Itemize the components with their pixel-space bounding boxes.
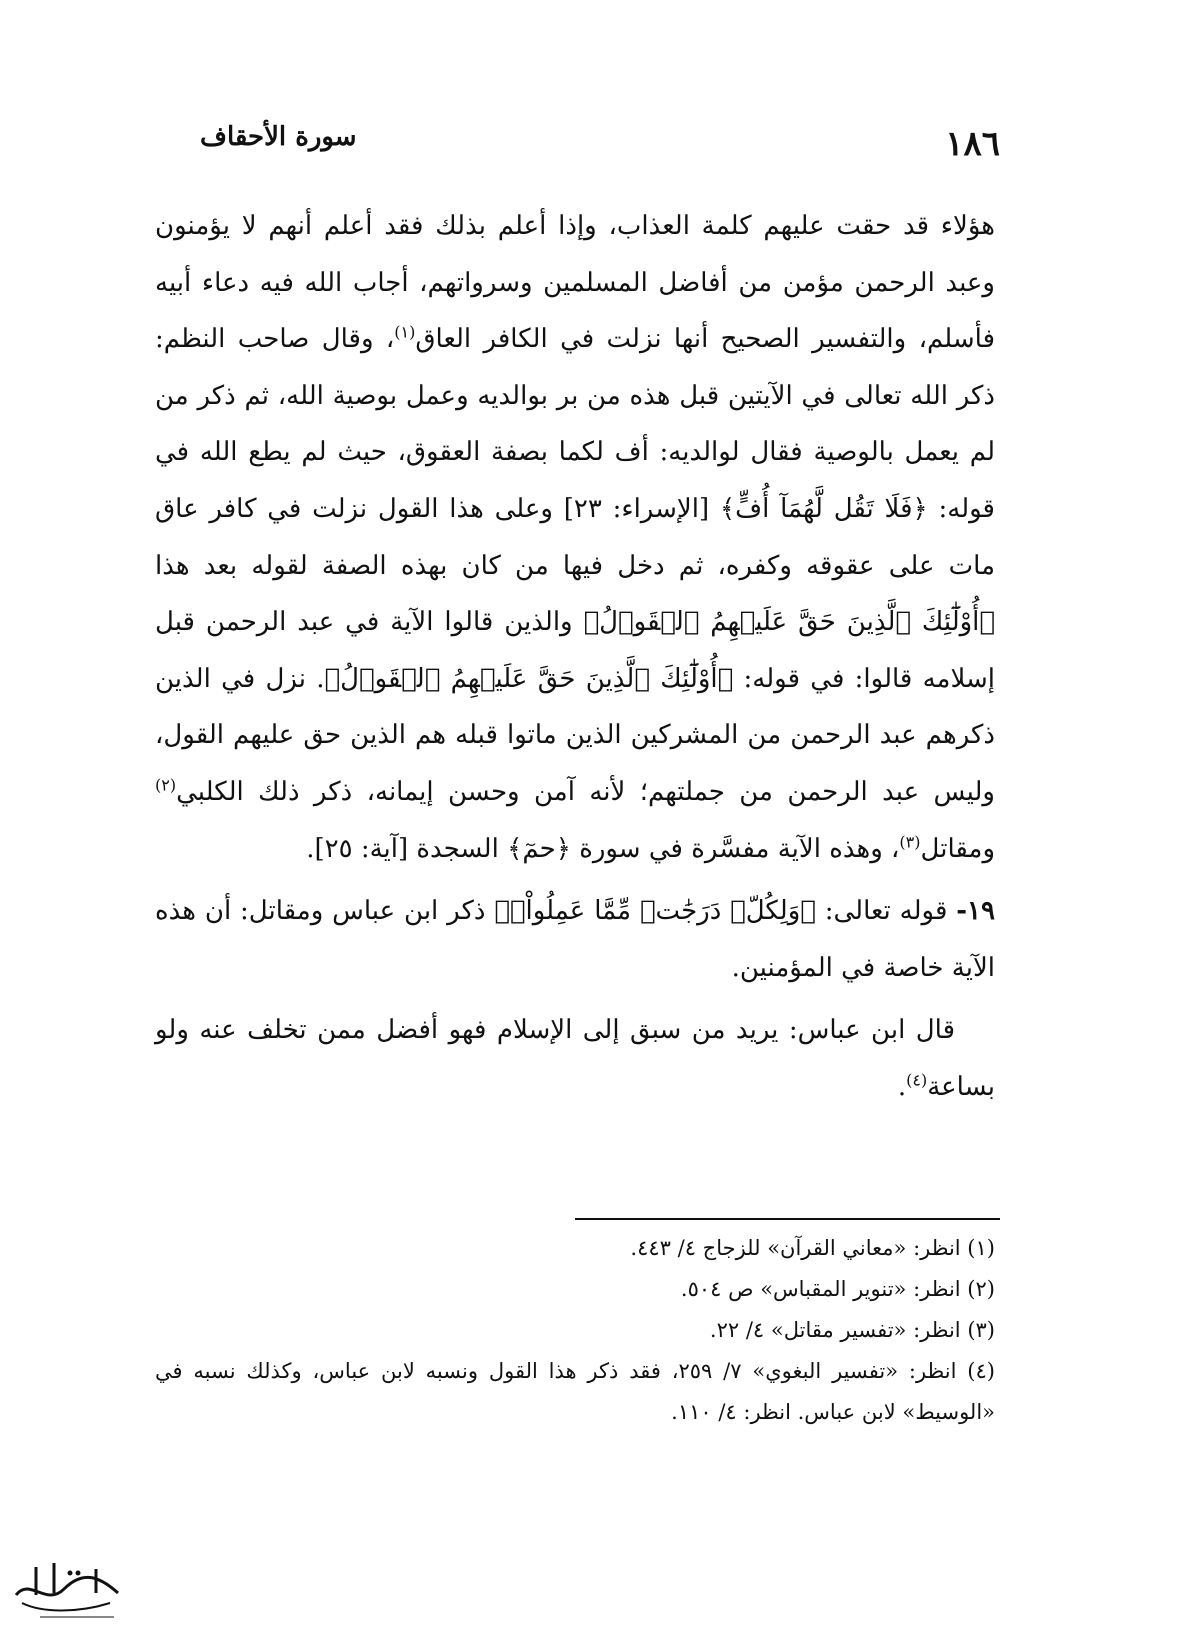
text-segment: . (897, 1071, 907, 1102)
text-segment: [الإسراء: ٢٣] وعلى هذا القول نزلت في كافر عاق مات على عقوقه وكفره، ثم دخل فيها من كان بهذه الصفة لقوله بعد هذا (155, 493, 995, 581)
calligraphy-logo-icon (10, 1555, 125, 1625)
quran-verse: ﴿حمٓ﴾ (507, 833, 571, 864)
paragraph-1 (155, 198, 995, 877)
body-text (155, 198, 995, 1116)
text-segment: ومقاتل (920, 833, 995, 864)
footnote-ref-1[interactable]: (١) (394, 322, 416, 342)
quran-verse: ﴿فَلَا تَقُل لَّهُمَآ أُفٍّ﴾ (719, 493, 928, 524)
footnote-ref-4[interactable]: (٤) (906, 1070, 928, 1090)
quran-verse: ﴿وَلِكُلّٖ دَرَجَٰتٞ مِّمَّا عَمِلُواْۖ﴾ (494, 896, 816, 927)
text-segment: قوله تعالى: (815, 896, 957, 927)
text-segment: والذين قالوا الآية في عبد الرحمن قبل إسلامه قالوا: في قوله: (155, 607, 996, 694)
running-title: سورة الأحقاف (200, 122, 357, 152)
footnote-ref-3[interactable]: (٣) (899, 831, 921, 851)
text-segment: قال ابن عباس: يريد من سبق إلى الإسلام فهو أفضل ممن تخلف عنه ولو بساعة (155, 1015, 995, 1102)
text-segment: ، وقال صاحب النظم: ذكر الله تعالى في الآيتين قبل هذه من بر بوالديه وعمل بوصية الله، ثم ذكر من لم يعمل بالوصية فقال لوالديه: أف لكما بصفة العقوق، حيث لم يطع الله في قوله: (155, 324, 995, 524)
footnote-1: (١) انظر: «معاني القرآن» للزجاج ٤/ ٤٤٣. (630, 1236, 995, 1260)
footnotes (155, 1228, 995, 1433)
footnote-3: (٣) انظر: «تفسير مقاتل» ٤/ ٢٢. (709, 1318, 995, 1342)
footnote-4: (٤) انظر: «تفسير البغوي» ٧/ ٢٥٩، فقد ذكر هذا القول ونسبه لابن عباس، وكذلك نسبه في «الوسيط» لابن عباس. انظر: ٤/ ١١٠. (155, 1359, 995, 1424)
item-number: ١٩- (956, 896, 995, 927)
quran-verse: ﴿أُوْلَٰٓئِكَ ٱلَّذِينَ حَقَّ عَلَيۡهِمُ ٱلۡقَوۡلُ﴾ (583, 607, 995, 638)
footnote-ref-2[interactable]: (٢) (155, 775, 177, 795)
quran-verse: ﴿أُوْلَٰٓئِكَ ٱلَّذِينَ حَقَّ عَلَيۡهِمُ ٱلۡقَوۡلُ﴾ (324, 663, 734, 694)
text-segment: ، وهذه الآية مفسَّرة في سورة (570, 833, 900, 864)
footnote-2: (٢) انظر: «تنوير المقباس» ص ٥٠٤. (680, 1277, 995, 1301)
paragraph-2 (155, 883, 995, 996)
page-number: ١٨٦ (945, 124, 1000, 164)
paragraph-3 (155, 1002, 995, 1115)
text-segment: . نزل في الذين ذكرهم عبد الرحمن من المشركين الذين ماتوا قبله هم الذين حق عليهم القول، وليس عبد الرحمن من جملتهم؛ لأنه آمن وحسن إيمانه، ذكر ذلك الكلبي (155, 663, 995, 807)
footnote-separator (575, 1218, 1000, 1220)
logo-graphic (10, 1555, 125, 1625)
text-segment: ذكر ابن عباس ومقاتل: أن هذه الآية خاصة في المؤمنين. (155, 896, 995, 983)
text-segment: هؤلاء قد حقت عليهم كلمة العذاب، وإذا أعلم بذلك فقد أعلم أنهم لا يؤمنون وعبد الرحمن مؤمن من أفاضل المسلمين وسرواتهم، أجاب الله فيه دعاء أبيه فأسلم، والتفسير الصحيح أنها نزلت في الكافر العاق (155, 211, 996, 355)
text-segment: السجدة [آية: ٢٥]. (306, 833, 508, 864)
